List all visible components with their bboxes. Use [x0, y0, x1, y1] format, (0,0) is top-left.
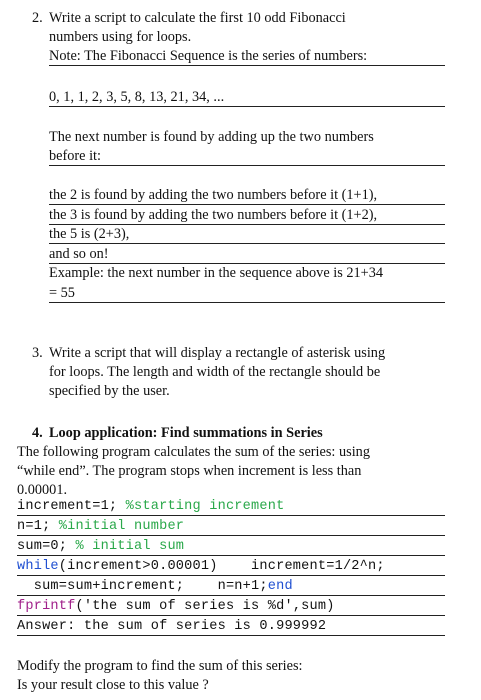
- q3-line1: Write a script that will display a rectangle of asterisk using: [49, 345, 386, 361]
- q3-line2: for loops. The length and width of the rectangle should be: [49, 364, 381, 380]
- q4-number: 4.: [32, 425, 43, 441]
- q2-next-line1: The next number is found by adding up the two numbers: [49, 129, 374, 145]
- q2-line1: Write a script to calculate the first 10 odd Fibonacci: [49, 10, 346, 26]
- q2-next-line2: before it:: [49, 148, 445, 166]
- q2-example-line3: the 5 is (2+3),: [49, 226, 445, 244]
- q2-example-next2: = 55: [49, 285, 445, 303]
- code-line-5-code: sum=sum+increment; n=n+1;: [17, 579, 268, 594]
- code-line-2-code: n=1;: [17, 519, 59, 534]
- q3-line3: specified by the user.: [49, 383, 170, 399]
- q4-desc-line2: “while end”. The program stops when increment is less than: [17, 463, 362, 479]
- q2-example-line1: the 2 is found by adding the two numbers before it (1+1),: [49, 187, 445, 205]
- q4-modify-line2: Is your result close to this value ?: [17, 677, 209, 693]
- code-end-keyword: end: [267, 579, 293, 594]
- q2-note: Note: The Fibonacci Sequence is the series of numbers:: [49, 48, 445, 66]
- q2-example-line4: and so on!: [49, 246, 445, 264]
- code-line-3: [17, 538, 445, 556]
- code-line-2-comment: %initial number: [58, 519, 185, 534]
- code-while-keyword: while: [17, 559, 59, 574]
- q2-number: 2.: [32, 10, 43, 26]
- code-line-4-rest: (increment>0.00001) increment=1/2^n;: [58, 559, 385, 574]
- q4-modify-line1: Modify the program to find the sum of this series:: [17, 658, 303, 674]
- code-fprintf-keyword: fprintf: [17, 599, 76, 614]
- fibonacci-sequence: 0, 1, 1, 2, 3, 5, 8, 13, 21, 34, ...: [49, 89, 445, 107]
- code-line-1-comment: %starting increment: [125, 499, 285, 514]
- code-line-5: [17, 578, 445, 596]
- q2-line2: numbers using for loops.: [49, 29, 192, 45]
- code-line-1-code: increment=1;: [17, 499, 126, 514]
- code-answer-line: Answer: the sum of series is 0.999992: [17, 618, 445, 636]
- q3-number: 3.: [32, 345, 43, 361]
- q2-example-next1: Example: the next number in the sequence above is 21+34: [49, 265, 384, 281]
- q4-desc-line3: 0.00001.: [17, 482, 68, 498]
- code-line-6-rest: ('the sum of series is %d',sum): [75, 599, 335, 614]
- code-line-4: [17, 558, 445, 576]
- q4-desc-line1: The following program calculates the sum of the series: using: [17, 444, 370, 460]
- q4-title: Loop application: Find summations in Series: [49, 425, 323, 441]
- q2-example-line2: the 3 is found by adding the two numbers before it (1+2),: [49, 207, 445, 225]
- code-line-1: [17, 498, 445, 516]
- code-line-3-comment: % initial sum: [75, 539, 185, 554]
- code-line-2: [17, 518, 445, 536]
- code-line-3-code: sum=0;: [17, 539, 76, 554]
- code-line-6: [17, 598, 445, 616]
